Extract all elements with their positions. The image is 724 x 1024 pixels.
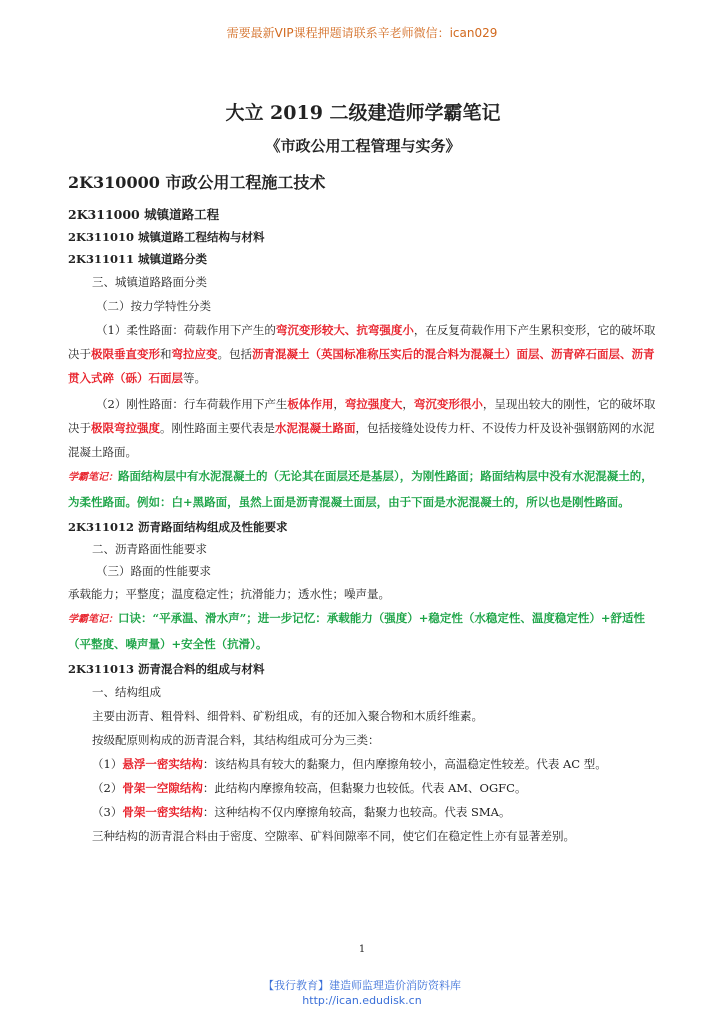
item-3-2: （二）按力学特性分类 bbox=[96, 299, 211, 313]
note-label: 学霸笔记： bbox=[68, 614, 118, 625]
topic-heading-3: 2K311013 沥青混合料的组成与材料 bbox=[68, 662, 265, 676]
performance-list: 承载能力；平整度；温度稳定性；抗滑能力；透水性；噪声量。 bbox=[68, 587, 390, 601]
watermark-bottom-line-1: 【我行教育】建造师监理造价消防资料库 bbox=[263, 979, 461, 992]
watermark-bottom-link[interactable]: http://ican.edudisk.cn bbox=[302, 994, 422, 1007]
document-subtitle: 《市政公用工程管理与实务》 bbox=[265, 137, 461, 155]
chapter-heading: 2K310000 市政公用工程施工技术 bbox=[68, 173, 326, 192]
structure-2: （2）骨架一空隙结构：此结构内摩擦角较高，但黏聚力也较低。代表 AM、OGFC。 bbox=[92, 781, 527, 795]
composition-text-3: 三种结构的沥青混合料由于密度、空隙率、矿料间隙率不同，使它们在稳定性上亦有显著差别。 bbox=[92, 829, 575, 843]
page-number: 1 bbox=[358, 944, 366, 955]
watermark-bottom bbox=[0, 978, 724, 1008]
composition-text-1: 主要由沥青、粗骨料、细骨料、矿粉组成，有的还加入聚合物和木质纤维素。 bbox=[92, 709, 483, 723]
topic-heading-1: 2K311011 城镇道路分类 bbox=[68, 252, 208, 266]
item-3: 三、城镇道路路面分类 bbox=[92, 275, 207, 289]
item-2: 二、沥青路面性能要求 bbox=[92, 542, 207, 556]
section-heading: 2K311000 城镇道路工程 bbox=[68, 207, 220, 222]
item-1: 一、结构组成 bbox=[92, 685, 161, 699]
subsection-heading: 2K311010 城镇道路工程结构与材料 bbox=[68, 230, 265, 244]
structure-3: （3）骨架一密实结构：这种结构不仅内摩擦角较高，黏聚力也较高。代表 SMA。 bbox=[92, 805, 511, 819]
composition-text-2: 按级配原则构成的沥青混合料，其结构组成可分为三类： bbox=[92, 733, 380, 747]
structure-1: （1）悬浮一密实结构：该结构具有较大的黏聚力，但内摩擦角较小，高温稳定性较差。代表 AC 型。 bbox=[92, 757, 607, 771]
document-page bbox=[68, 98, 658, 848]
study-note-1: 学霸笔记：路面结构层中有水泥混凝土的（无论其在面层还是基层），为刚性路面；路面结构层中没有水泥混凝土的，为柔性路面。例如：白+黑路面，虽然上面是沥青混凝土面层，由于下面是水泥混凝土的，所以也是刚性路面。 bbox=[68, 469, 653, 509]
document-title: 大立 2019 二级建造师学霸笔记 bbox=[225, 102, 501, 124]
paragraph-flexible: （1）柔性路面：荷载作用下产生的弯沉变形较大、抗弯强度小，在反复荷载作用下产生累积变形，它的破坏取决于极限垂直变形和弯拉应变。包括沥青混凝土（英国标准称压实后的混合料为混凝土）面层、沥青碎石面层、沥青贯入式碎（砾）石面层等。 bbox=[68, 323, 656, 385]
topic-heading-2: 2K311012 沥青路面结构组成及性能要求 bbox=[68, 520, 288, 534]
study-note-2: 学霸笔记：口诀：“平承温、滑水声”；进一步记忆：承载能力（强度）+稳定性（水稳定性、温度稳定性）+舒适性（平整度、噪声量）+安全性（抗滑）。 bbox=[68, 611, 645, 651]
item-2-3: （三）路面的性能要求 bbox=[96, 564, 211, 578]
paragraph-rigid: （2）刚性路面：行车荷载作用下产生板体作用，弯拉强度大，弯沉变形很小，呈现出较大的刚性，它的破坏取决于极限弯拉强度。刚性路面主要代表是水泥混凝土路面，包括接缝处设传力杆、不设传力杆及设补强钢筋网的水泥混凝土路面。 bbox=[68, 397, 656, 459]
note-label: 学霸笔记： bbox=[68, 472, 118, 483]
watermark-top: 需要最新VIP课程押题请联系辛老师微信：ican029 bbox=[226, 26, 498, 40]
